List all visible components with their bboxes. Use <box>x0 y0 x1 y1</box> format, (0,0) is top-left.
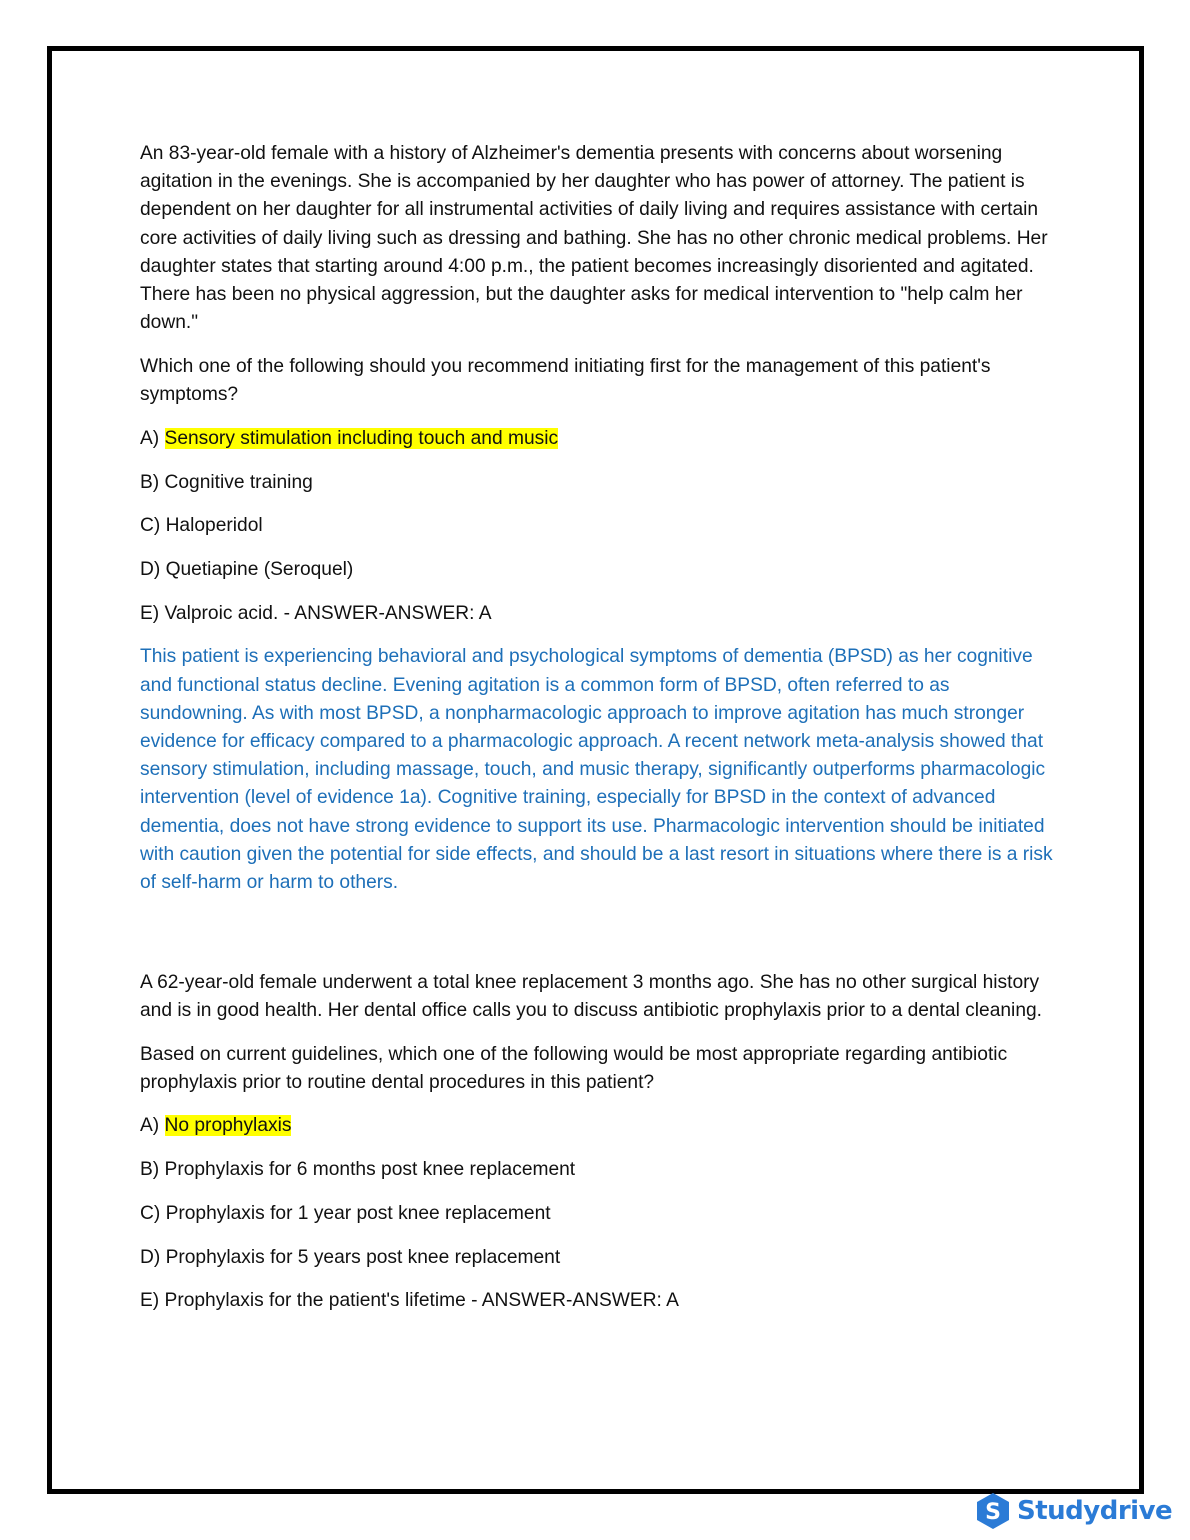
question2-option-a: A) No prophylaxis <box>140 1115 292 1137</box>
question1-option-c: C) Haloperidol <box>140 515 263 537</box>
svg-text:S: S <box>985 1500 1001 1525</box>
question1-option-b: B) Cognitive training <box>140 471 313 493</box>
question1-prompt: Which one of the following should you recommend initiating first for the management of this patient's symptoms? <box>140 355 991 406</box>
highlighted-answer: Sensory stimulation including touch and music <box>164 427 559 449</box>
question2-prompt: Based on current guidelines, which one of the following would be most appropriate regarding antibiotic prophylaxis prior to routine dental procedures in this patient? <box>140 1043 1008 1093</box>
document-body <box>140 140 1055 1331</box>
question1-stem: An 83-year-old female with a history of Alzheimer's dementia presents with concerns about worsening agitation in the evenings. She is accompanied by her daughter who has power of attorney. The patient is dependent on her daughter for all instrumental activities of daily living and requires assistance with certain core activities of daily living such as dressing and bathing. She has no other chronic medical problems. Her daughter states that starting around 4:00 p.m., the patient becomes increasingly disoriented and agitated. There has been no physical aggression, but the daughter asks for medical intervention to "help calm her down." <box>140 143 1048 334</box>
question1-option-e: E) Valproic acid. - ANSWER-ANSWER: A <box>140 602 492 624</box>
brand-name: Studydrive <box>1017 1496 1173 1526</box>
question2-option-d: D) Prophylaxis for 5 years post knee replacement <box>140 1246 561 1268</box>
question2-option-b: B) Prophylaxis for 6 months post knee replacement <box>140 1159 576 1181</box>
question1-explanation: This patient is experiencing behavioral and psychological symptoms of dementia (BPSD) as her cognitive and functional status decline. Evening agitation is a common form of BPSD, often referred to as sundowning. As with most BPSD, a nonpharmacologic approach to improve agitation has much stronger evidence for efficacy compared to a pharmacologic approach. A recent network meta-analysis showed that sensory stimulation, including massage, touch, and music therapy, significantly outperforms pharmacologic intervention (level of evidence 1a). Cognitive training, especially for BPSD in the context of advanced dementia, does not have strong evidence to support its use. Pharmacologic intervention should be initiated with caution given the potential for side effects, and should be a last resort in situations where there is a risk of self-harm or harm to others. <box>140 646 1053 893</box>
studydrive-logo-icon <box>975 1492 1011 1530</box>
highlighted-answer: No prophylaxis <box>164 1115 292 1137</box>
studydrive-brand[interactable] <box>975 1492 1172 1530</box>
question2-option-e: E) Prophylaxis for the patient's lifetime - ANSWER-ANSWER: A <box>140 1290 679 1312</box>
question2-option-c: C) Prophylaxis for 1 year post knee replacement <box>140 1202 551 1224</box>
question1-option-d: D) Quetiapine (Seroquel) <box>140 558 354 580</box>
section-spacer <box>140 913 1055 969</box>
question1-option-a: A) Sensory stimulation including touch and music <box>140 427 559 449</box>
question2-stem: A 62-year-old female underwent a total knee replacement 3 months ago. She has no other surgical history and is in good health. Her dental office calls you to discuss antibiotic prophylaxis prior to a dental cleaning. <box>140 971 1042 1021</box>
